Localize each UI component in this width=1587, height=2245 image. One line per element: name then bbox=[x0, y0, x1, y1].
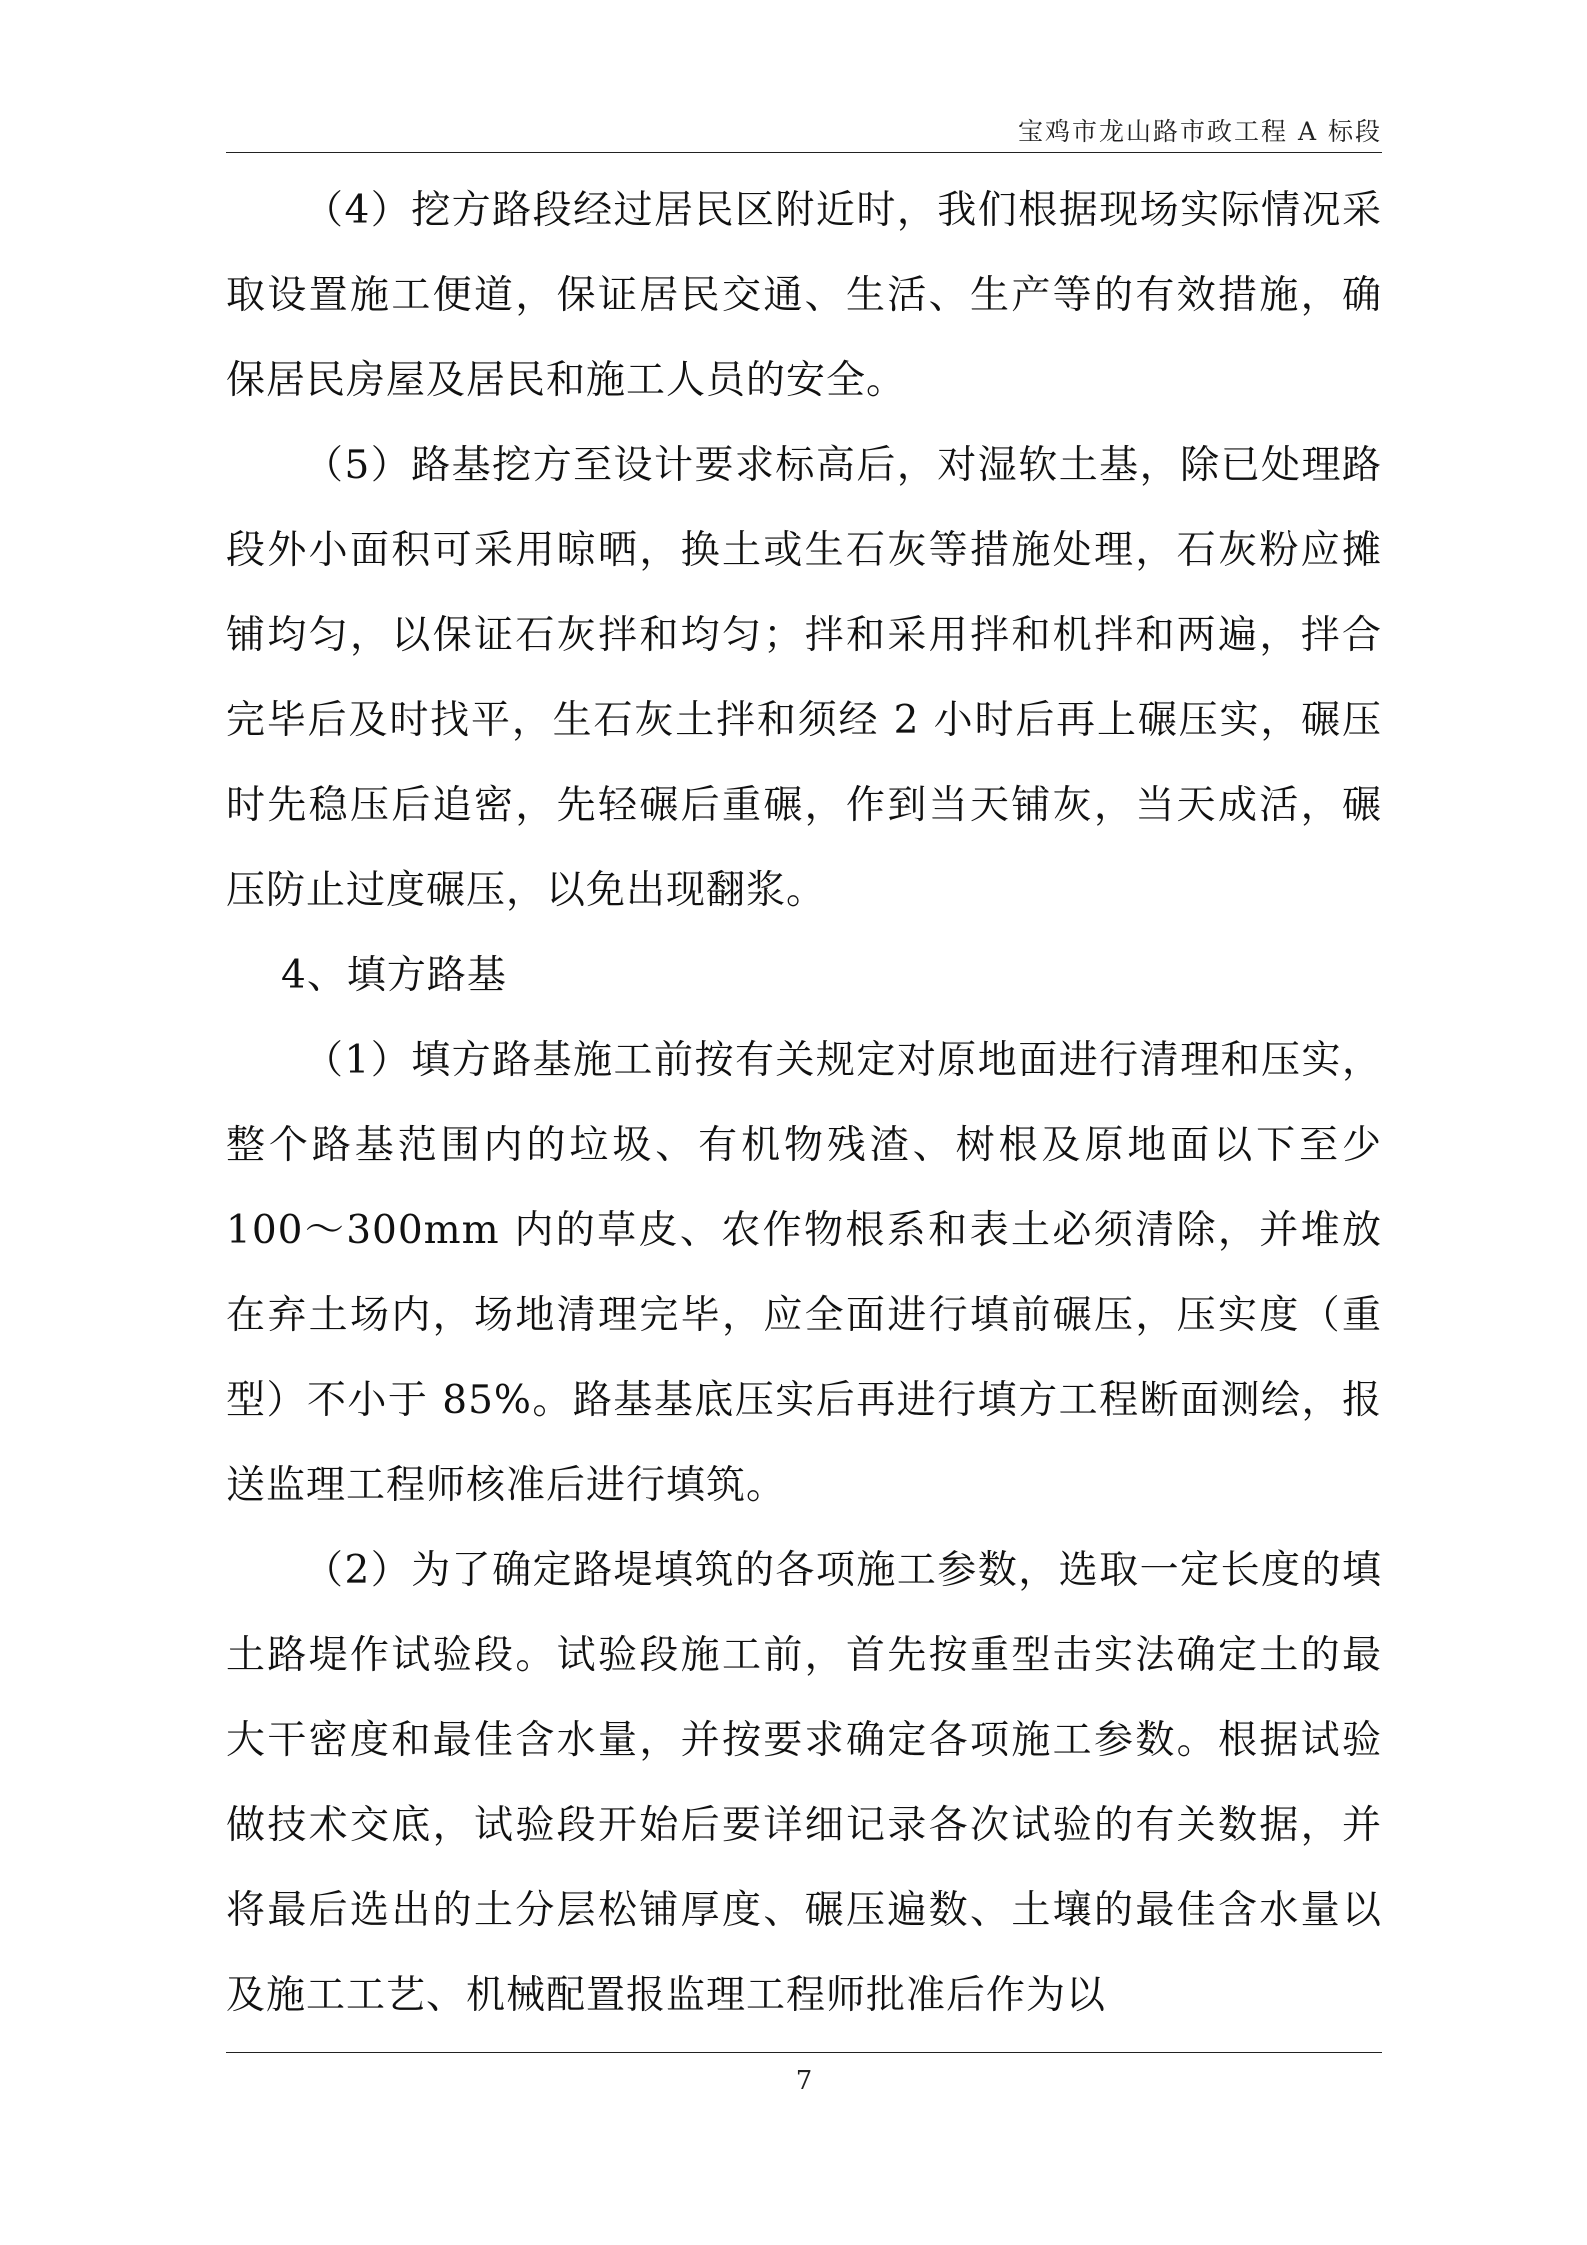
paragraph-fill-1: （1）填方路基施工前按有关规定对原地面进行清理和压实，整个路基范围内的垃圾、有机物残渣、树根及原地面以下至少 100～300mm 内的草皮、农作物根系和表土必须清除，并堆放在弃土场内，场地清理完毕，应全面进行填前碾压，压实度（重型）不小于 85%。路基基底压实后再进行填方工程断面测绘，报送监理工程师核准后进行填筑。 bbox=[226, 1038, 1382, 1508]
header-title: 宝鸡市龙山路市政工程 A 标段 bbox=[1018, 117, 1382, 146]
document-body bbox=[226, 168, 1382, 2038]
section-heading-fill-subgrade: 4、填方路基 bbox=[281, 953, 507, 998]
paragraph-item-5: （5）路基挖方至设计要求标高后，对湿软土基，除已处理路段外小面积可采用晾晒，换土或生石灰等措施处理，石灰粉应摊铺均匀，以保证石灰拌和均匀；拌和采用拌和机拌和两遍，拌合完毕后及时找平，生石灰土拌和须经 2 小时后再上碾压实，碾压时先稳压后追密，先轻碾后重碾，作到当天铺灰，当天成活，碾压防止过度碾压，以免出现翻浆。 bbox=[226, 443, 1382, 913]
paragraph-item-4: （4）挖方路段经过居民区附近时，我们根据现场实际情况采取设置施工便道，保证居民交通、生活、生产等的有效措施，确保居民房屋及居民和施工人员的安全。 bbox=[226, 188, 1382, 403]
footer-divider bbox=[226, 2052, 1382, 2053]
page-header bbox=[226, 108, 1382, 153]
paragraph-fill-2: （2）为了确定路堤填筑的各项施工参数，选取一定长度的填土路堤作试验段。试验段施工前，首先按重型击实法确定土的最大干密度和最佳含水量，并按要求确定各项施工参数。根据试验做技术交底，试验段开始后要详细记录各次试验的有关数据，并将最后选出的土分层松铺厚度、碾压遍数、土壤的最佳含水量以及施工工艺、机械配置报监理工程师批准后作为以 bbox=[226, 1548, 1382, 2018]
page-number: 7 bbox=[795, 2066, 813, 2096]
